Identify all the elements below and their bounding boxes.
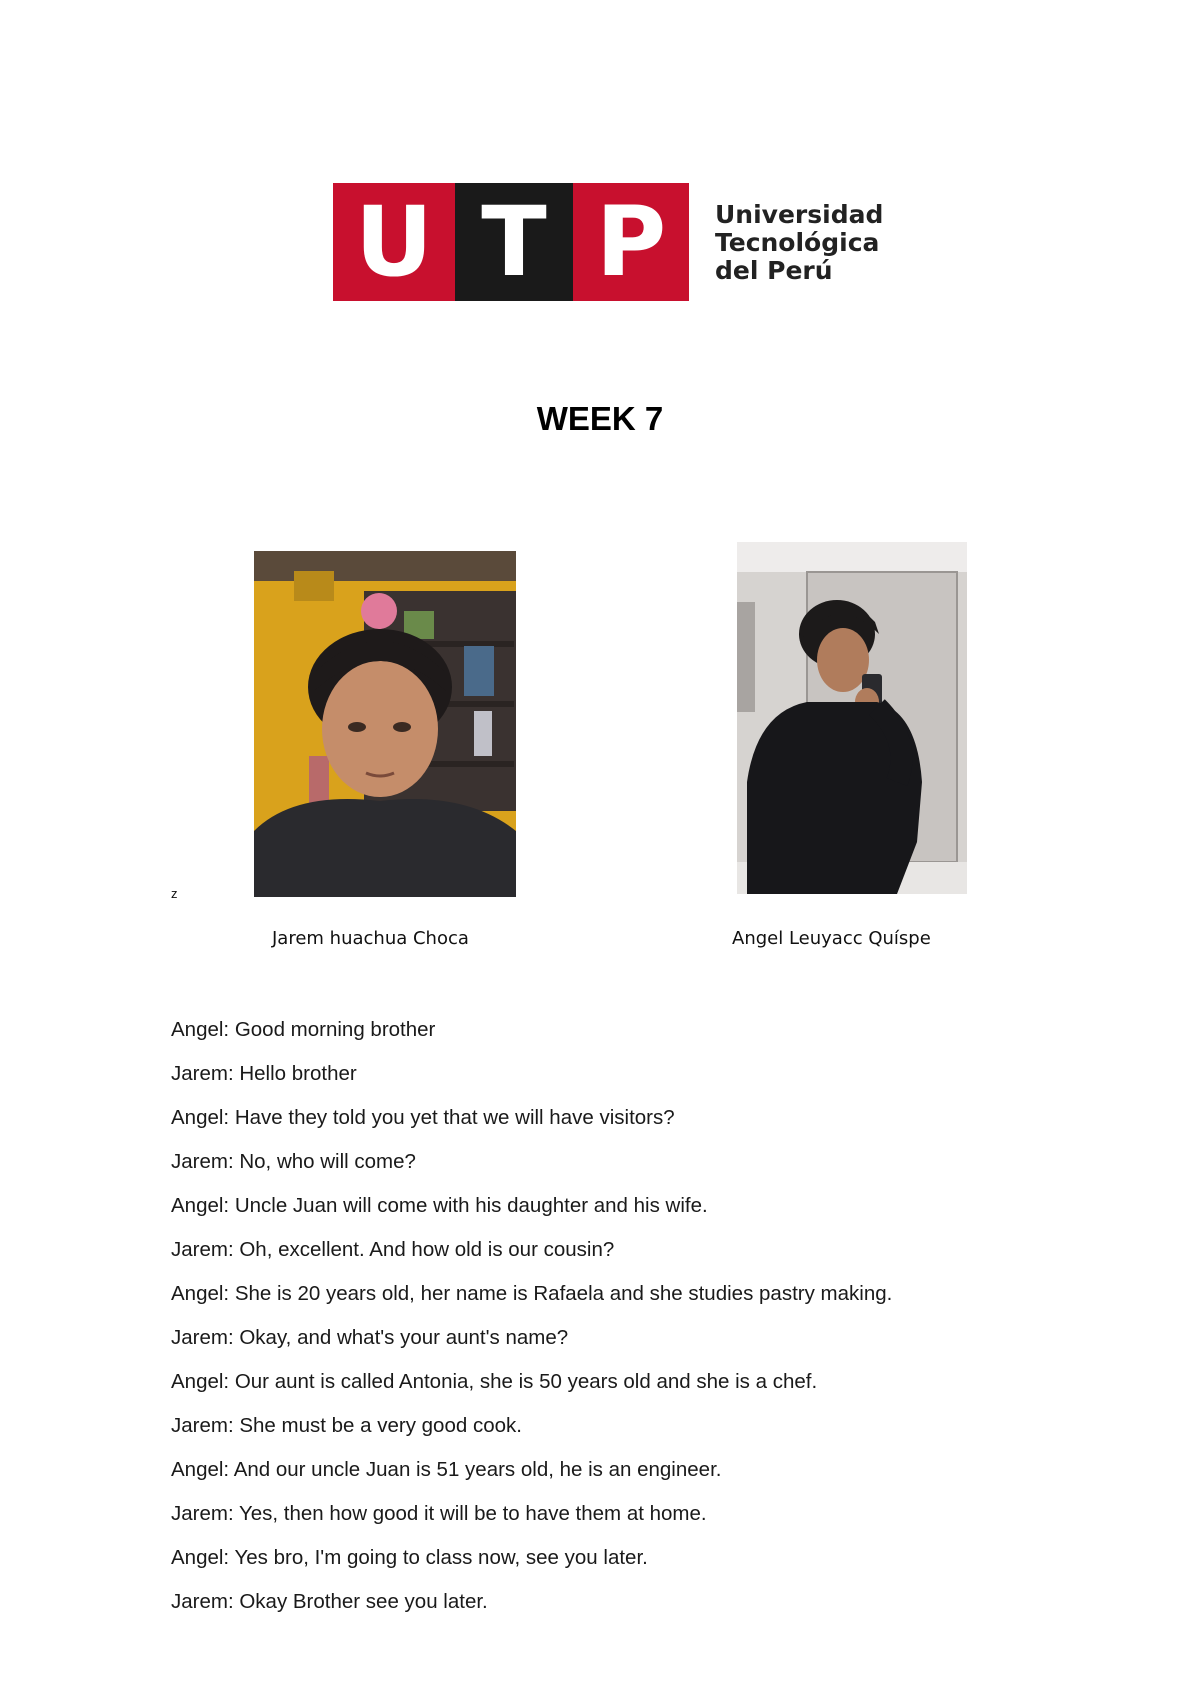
dialogue	[171, 1015, 1151, 1631]
dialogue-line: Jarem: No, who will come?	[171, 1150, 416, 1173]
dialogue-line: Jarem: She must be a very good cook.	[171, 1414, 522, 1437]
student-photo-jarem	[254, 551, 516, 897]
dialogue-line: Angel: She is 20 years old, her name is Rafaela and she studies pastry making.	[171, 1282, 893, 1305]
dialogue-line: Angel: Yes bro, I'm going to class now, see you later.	[171, 1546, 648, 1569]
dialogue-line: Jarem: Yes, then how good it will be to have them at home.	[171, 1502, 707, 1525]
stray-mark: z	[171, 886, 178, 901]
photo-caption-jarem: Jarem huachua Choca	[272, 928, 469, 949]
dialogue-line: Angel: And our uncle Juan is 51 years old, he is an engineer.	[171, 1458, 722, 1481]
logo-letter-t: T	[455, 183, 573, 301]
dialogue-line: Jarem: Oh, excellent. And how old is our cousin?	[171, 1238, 615, 1261]
dialogue-line: Jarem: Okay, and what's your aunt's name?	[171, 1326, 569, 1349]
student-photo-angel	[737, 542, 967, 894]
dialogue-line: Jarem: Okay Brother see you later.	[171, 1590, 488, 1613]
page-title: WEEK 7	[536, 400, 664, 437]
logo-text-line: Tecnológica	[715, 228, 880, 257]
logo-letter-p: P	[573, 183, 689, 301]
logo-university-name	[715, 201, 883, 285]
dialogue-line: Angel: Uncle Juan will come with his daughter and his wife.	[171, 1194, 708, 1217]
utp-logo	[333, 183, 893, 303]
logo-letter-box	[333, 183, 689, 301]
dialogue-line: Angel: Good morning brother	[171, 1018, 436, 1041]
logo-text-line: del Perú	[715, 256, 833, 285]
dialogue-line: Angel: Have they told you yet that we will have visitors?	[171, 1106, 675, 1129]
dialogue-line: Angel: Our aunt is called Antonia, she is 50 years old and she is a chef.	[171, 1370, 818, 1393]
logo-text-line: Universidad	[715, 200, 884, 229]
logo-letter-u: U	[333, 183, 455, 301]
dialogue-line: Jarem: Hello brother	[171, 1062, 357, 1085]
photo-caption-angel: Angel Leuyacc Quíspe	[732, 928, 931, 949]
